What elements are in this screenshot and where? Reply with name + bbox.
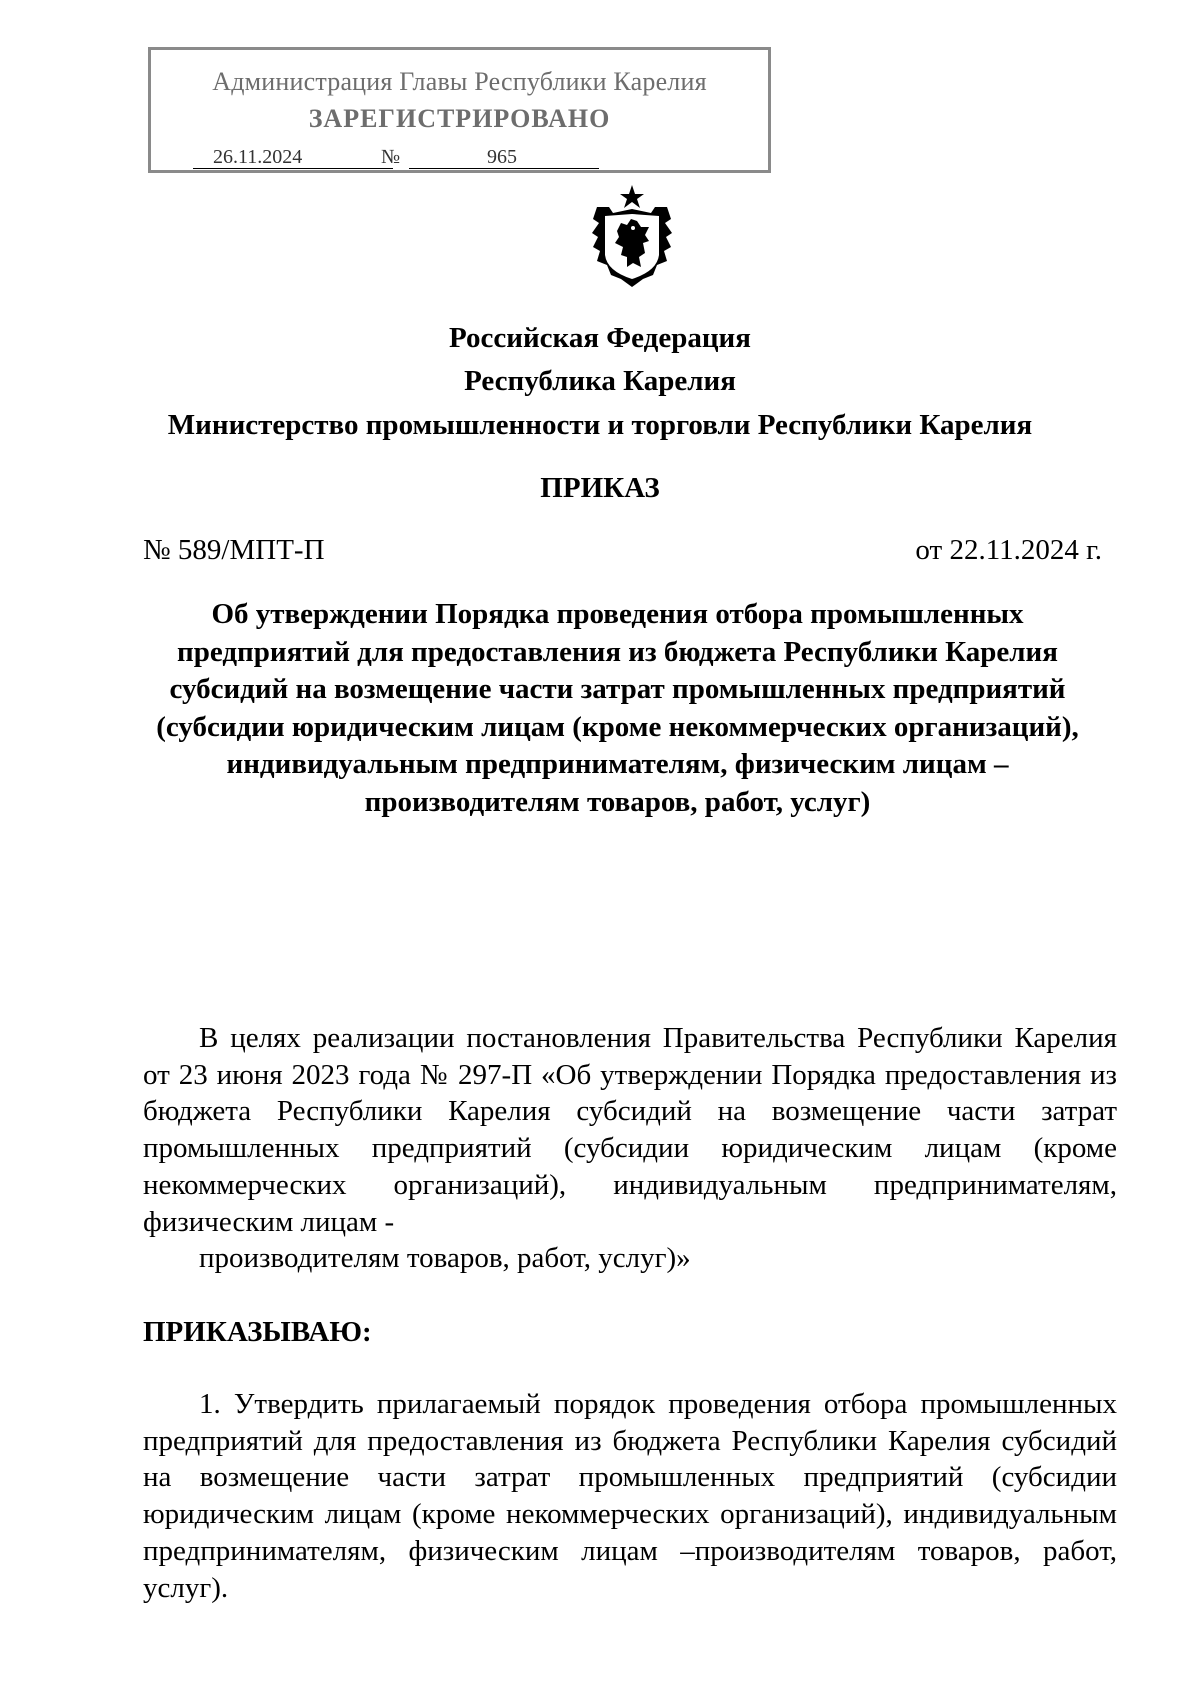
preamble-last-line: производителям товаров, работ, услуг)» bbox=[199, 1242, 691, 1275]
preamble-paragraph bbox=[143, 1020, 1117, 1277]
order-item-1: 1. Утвердить прилагаемый порядок проведения отбора промышленных предприятий для предоставления из бюджета Республики Карелия субсидий на возмещение части затрат промышленных предприятий (субсидии юридическим лицам (кроме некоммерческих организаций), индивидуальным предпринимателям, физическим лицам –производителям товаров, работ, услуг). bbox=[143, 1388, 1117, 1604]
stamp-number: 965 bbox=[409, 146, 599, 169]
republic-heading: Республика Карелия bbox=[464, 365, 736, 397]
stamp-registered-label: ЗАРЕГИСТРИРОВАНО bbox=[308, 104, 611, 133]
ministry-heading: Министерство промышленности и торговли Республики Карелия bbox=[167, 409, 1033, 441]
coat-of-arms-karelia-icon bbox=[587, 183, 677, 291]
document-title: Об утверждении Порядка проведения отбора промышленных предприятий для предоставления из бюджета Республики Карелия субсидий на возмещение части затрат промышленных предприятий (субсидии юридическим лицам (кроме некоммерческих организаций), индивидуальным предпринимателям, физическим лицам –производителям товаров, работ, услуг) bbox=[156, 598, 1079, 818]
federation-heading: Российская Федерация bbox=[449, 322, 751, 354]
stamp-date: 26.11.2024 bbox=[193, 146, 393, 169]
registration-stamp bbox=[148, 47, 771, 173]
stamp-number-label: № bbox=[381, 146, 401, 168]
order-number: № 589/МПТ-П bbox=[143, 534, 325, 566]
order-date: от 22.11.2024 г. bbox=[915, 534, 1102, 566]
preamble-text: В целях реализации постановления Правительства Республики Карелия от 23 июня 2023 года № 297-П «Об утверждении Порядка предоставления из бюджета Республики Карелия субсидий на возмещение части затрат промышленных предприятий (субсидии юридическим лицам (кроме некоммерческих организаций), индивидуальным предпринимателям, физическим лицам - bbox=[143, 1022, 1117, 1238]
order-directive: ПРИКАЗЫВАЮ: bbox=[143, 1316, 372, 1348]
stamp-authority: Администрация Главы Республики Карелия bbox=[212, 67, 707, 96]
document-type: ПРИКАЗ bbox=[540, 472, 660, 504]
